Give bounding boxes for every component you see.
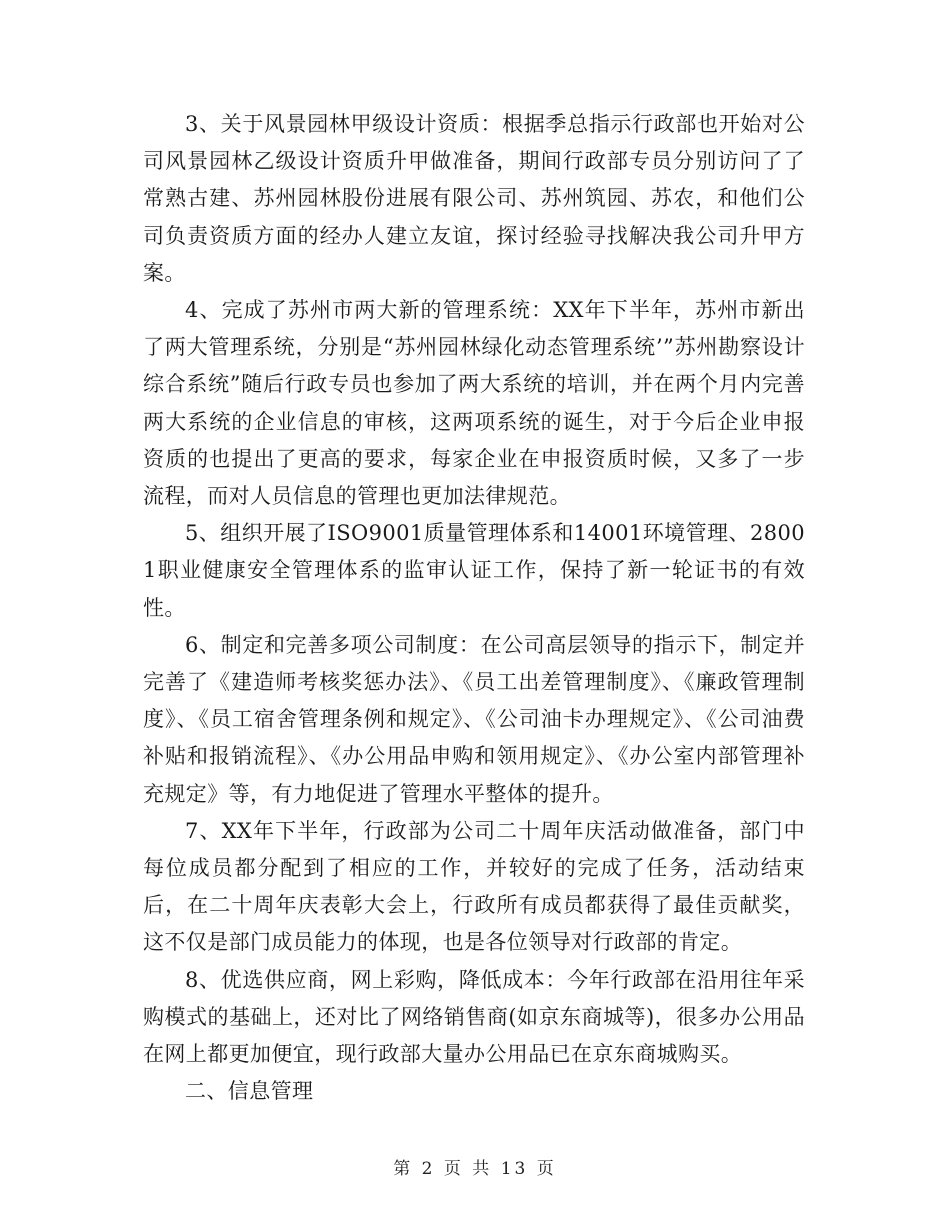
paragraph-item-7-anniversary: 7、XX年下半年，行政部为公司二十周年庆活动做准备，部门中每位成员都分配到了相应的工作，并较好的完成了任务，活动结束后，在二十周年庆表彰大会上，行政所有成员都获得了最佳贡献奖，这不仅是部门成员能力的体现，也是各位领导对行政部的肯定。 xyxy=(143,818,805,955)
paragraph-item-3-qualification: 3、关于风景园林甲级设计资质：根据季总指示行政部也开始对公司风景园林乙级设计资质升甲做准备，期间行政部专员分别访问了了常熟古建、苏州园林股份进展有限公司、苏州筑园、苏农，和他们公司负责资质方面的经办人建立友谊，探讨经验寻找解决我公司升甲方案。 xyxy=(143,112,805,285)
paragraph-item-4-systems: 4、完成了苏州市两大新的管理系统：XX年下半年，苏州市新出了两大管理系统，分别是“苏州园林绿化动态管理系统’”苏州勘察设计综合系统”随后行政专员也参加了两大系统的培训，并在两个月内完善两大系统的企业信息的审核，这两项系统的诞生，对于今后企业申报资质的也提出了更高的要求，每家企业在申报资质时候，又多了一步流程，而对人员信息的管理也更加法律规范。 xyxy=(143,298,805,509)
paragraph-item-5-certification: 5、组织开展了ISO9001质量管理体系和14001环境管理、28001职业健康安全管理体系的监审认证工作，保持了新一轮证书的有效性。 xyxy=(143,521,805,620)
document-body xyxy=(143,106,805,1110)
section-heading-information-management: 二、信息管理 xyxy=(185,1079,314,1104)
paragraph-item-8-procurement: 8、优选供应商，网上彩购，降低成本：今年行政部在沿用往年采购模式的基础上，还对比了网络销售商(如京东商城等)，很多办公用品在网上都更加便宜，现行政部大量办公用品已在京东商城购买。 xyxy=(143,967,805,1067)
paragraph-item-6-regulations: 6、制定和完善多项公司制度：在公司高层领导的指示下，制定并完善了《建造师考核奖惩办法》、《员工出差管理制度》、《廉政管理制度》、《员工宿舍管理条例和规定》、《公司油卡办理规定》、《公司油费补贴和报销流程》、《办公用品申购和领用规定》、《办公室内部管理补充规定》等，有力地促进了管理水平整体的提升。 xyxy=(143,632,805,806)
page-number-footer: 第 2 页 共 13 页 xyxy=(393,1159,557,1179)
